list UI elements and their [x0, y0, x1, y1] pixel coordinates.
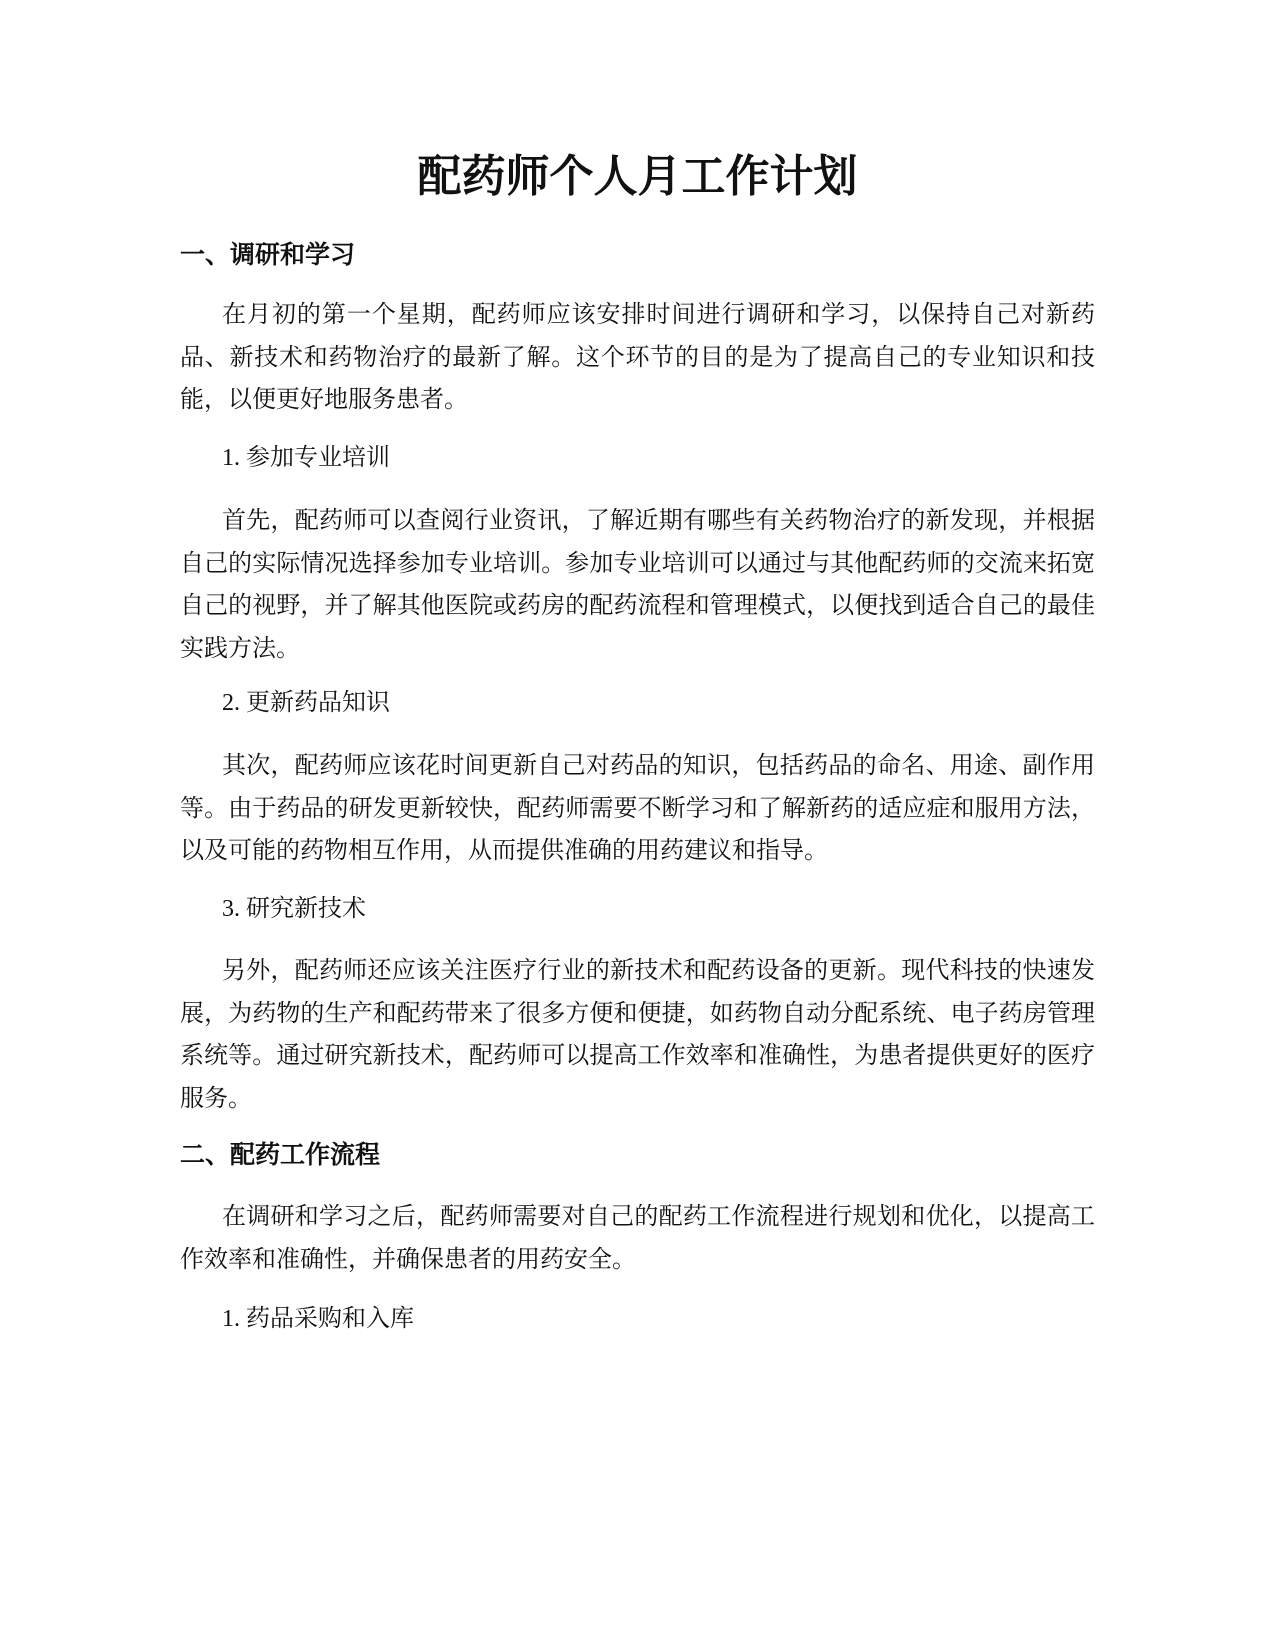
item-label-procurement: 1. 药品采购和入库	[222, 1306, 414, 1332]
item-label-drug-knowledge: 2. 更新药品知识	[222, 690, 390, 716]
item-text-training: 首先，配药师可以查阅行业资讯，了解近期有哪些有关药物治疗的新发现，并根据自己的实际情况选择参加专业培训。参加专业培训可以通过与其他配药师的交流来拓宽自己的视野，并了解其他医院或药房的配药流程和管理模式，以便找到适合自己的最佳实践方法。	[180, 508, 1095, 662]
section-heading-research: 一、调研和学习	[180, 240, 356, 269]
item-label-training: 1. 参加专业培训	[222, 445, 390, 471]
section-intro-research: 在月初的第一个星期，配药师应该安排时间进行调研和学习，以保持自己对新药品、新技术和药物治疗的最新了解。这个环节的目的是为了提高自己的专业知识和技能，以便更好地服务患者。	[180, 302, 1095, 413]
item-label-new-tech: 3. 研究新技术	[222, 896, 366, 922]
section-intro-workflow: 在调研和学习之后，配药师需要对自己的配药工作流程进行规划和优化，以提高工作效率和准确性，并确保患者的用药安全。	[180, 1204, 1095, 1273]
item-text-new-tech: 另外，配药师还应该关注医疗行业的新技术和配药设备的更新。现代科技的快速发展，为药物的生产和配药带来了很多方便和便捷，如药物自动分配系统、电子药房管理系统等。通过研究新技术，配药师可以提高工作效率和准确性，为患者提供更好的医疗服务。	[180, 958, 1095, 1112]
document-title: 配药师个人月工作计划	[417, 151, 858, 202]
item-text-drug-knowledge: 其次，配药师应该花时间更新自己对药品的知识，包括药品的命名、用途、副作用等。由于药品的研发更新较快，配药师需要不断学习和了解新药的适应症和服用方法，以及可能的药物相互作用，从而提供准确的用药建议和指导。	[180, 753, 1095, 864]
section-heading-workflow: 二、配药工作流程	[180, 1140, 381, 1169]
